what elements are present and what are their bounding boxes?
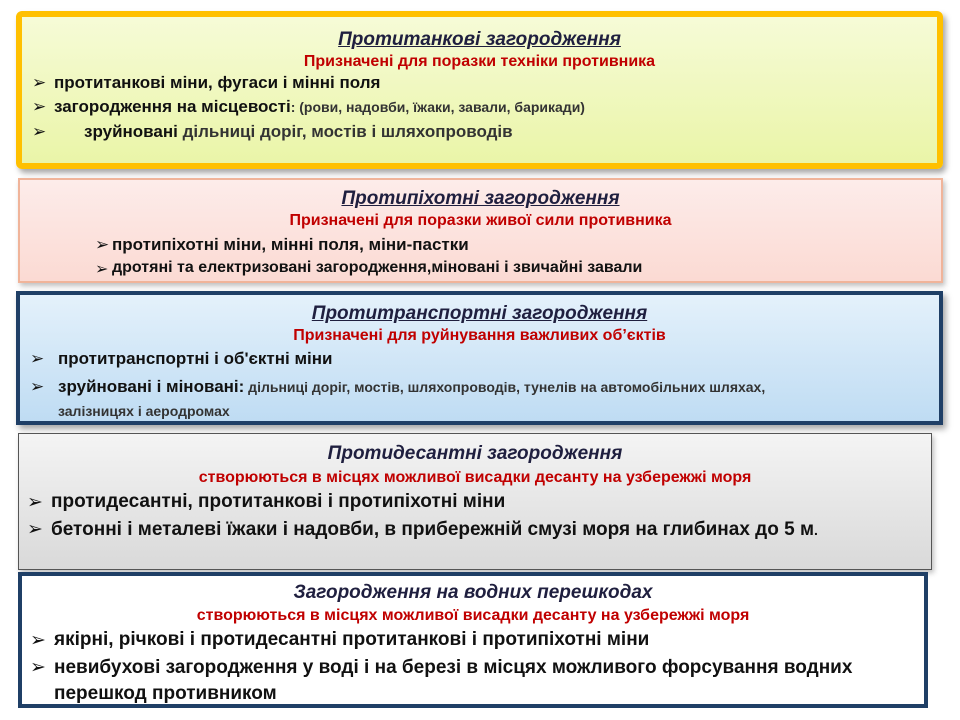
antilanding-item-hedgehogs: ➢ бетонні і металеві їжаки і надовби, в прибережній смузі моря на глибинах до 5 м. <box>27 517 911 543</box>
antitank-item-destroyed: ➢ зруйновані дільниці доріг, мостів і шляхопроводів <box>32 122 513 141</box>
arrow-bullet-icon: ➢ <box>32 122 47 141</box>
antipersonnel-panel <box>18 178 943 283</box>
antitank-title: Протитанкові загородження <box>338 29 621 50</box>
antilanding-title: Протидесантні загородження <box>327 443 623 464</box>
water-item-mines: ➢ якірні, річкові і протидесантні протитанкові і протипіхотні міни <box>30 629 650 651</box>
water-subtitle: створюються в місцях можливої висадки десанту на узбережжі моря <box>196 607 750 624</box>
antitransport-item-destroyed-cont: залізницях і аеродромах <box>58 403 230 419</box>
antilanding-panel <box>18 433 932 570</box>
arrow-bullet-icon: ➢ <box>32 73 47 92</box>
antitank-item-terrain: ➢ загородження на місцевості: (рови, надовби, їжаки, завали, барикади) <box>32 97 585 116</box>
water-obstacles-panel <box>18 572 928 708</box>
antitransport-subtitle: Призначені для руйнування важливих об’єктів <box>293 327 666 344</box>
arrow-bullet-icon: ➢ <box>30 377 45 396</box>
antitank-item-mines: ➢ протитанкові міни, фугаси і мінні поля <box>32 73 381 92</box>
antipersonnel-item-wire: ➢ дротяні та електризовані загородження,міновані і звичайні завали <box>95 259 643 278</box>
arrow-bullet-icon: ➢ <box>27 492 43 513</box>
antitransport-panel <box>16 291 943 425</box>
water-item-nonexplosive: ➢ невибухові загородження у воді і на березі в місцях можливого форсування водних перешкод противником <box>30 657 853 704</box>
antitank-panel <box>16 11 943 169</box>
arrow-bullet-icon: ➢ <box>95 261 109 278</box>
water-title: Загородження на водних перешкодах <box>293 582 653 603</box>
arrow-bullet-icon: ➢ <box>30 630 46 651</box>
arrow-bullet-icon: ➢ <box>27 519 43 540</box>
antitank-subtitle: Призначені для поразки техніки противника <box>303 53 656 70</box>
arrow-bullet-icon: ➢ <box>30 349 45 368</box>
arrow-bullet-icon: ➢ <box>30 657 46 678</box>
antilanding-subtitle: створюються в місцях можливої висадки десанту на узбережжі моря <box>198 469 752 486</box>
arrow-bullet-icon: ➢ <box>32 97 47 116</box>
antipersonnel-subtitle: Призначені для поразки живої сили противника <box>289 212 672 229</box>
antitransport-item-mines: ➢ протитранспортні і об'єктні міни <box>30 349 333 368</box>
antipersonnel-item-mines: ➢ протипіхотні міни, мінні поля, міни-пастки <box>95 235 469 254</box>
antitransport-title: Протитранспортні загородження <box>311 303 648 324</box>
antipersonnel-title: Протипіхотні загородження <box>341 188 620 209</box>
antitransport-item-destroyed: ➢ зруйновані і міновані: дільниці доріг, мостів, шляхопроводів, тунелів на автомобільних шляхах, <box>30 377 766 396</box>
antilanding-item-mines: ➢ протидесантні, протитанкові і протипіхотні міни <box>27 491 506 513</box>
arrow-bullet-icon: ➢ <box>95 235 110 254</box>
